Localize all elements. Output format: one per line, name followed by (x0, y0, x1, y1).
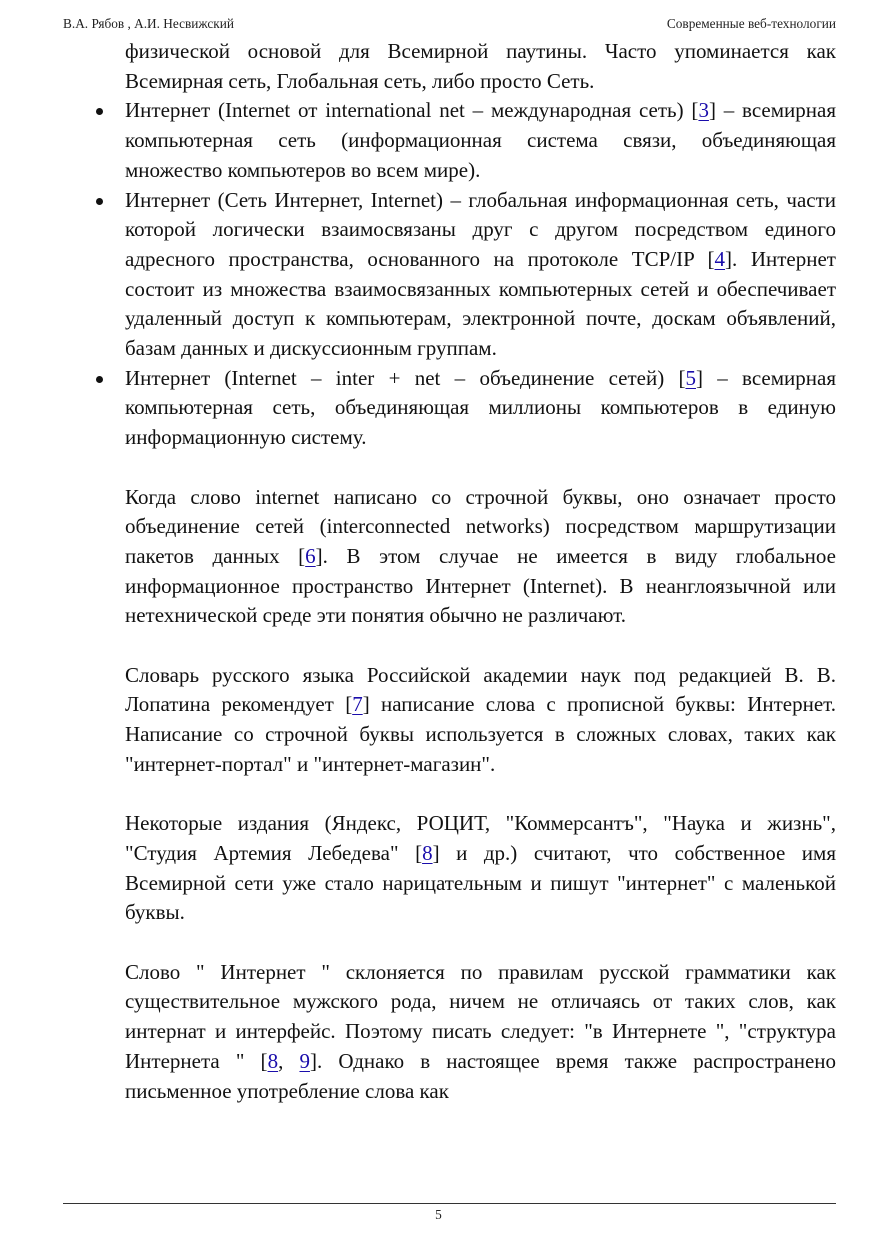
continuation-text: физической основой для Всемирной паутины. Часто упоминается как Всемирная сеть, Глобальная сеть, либо просто Сеть. (125, 39, 836, 93)
header-authors: В.А. Рябов , А.И. Несвижский (63, 16, 234, 31)
paragraph-text: Словарь русского языка Российской академии наук под редакцией В. В. Лопатина рекомендует [ (125, 662, 836, 717)
list-item (125, 364, 836, 453)
list-item-text: ]. Интернет состоит из множества взаимосвязанных компьютерных сетей и обеспечивает удаленный доступ к компьютерам, электронной почте, доскам объявлений, базам данных и дискуссионным группам. (125, 246, 836, 361)
reference-link-6[interactable]: 6 (305, 543, 316, 568)
paragraph (125, 958, 836, 1107)
list-item (125, 96, 836, 185)
paragraph (125, 809, 836, 928)
paragraph (125, 483, 836, 632)
paragraph-text: ]. В этом случае не имеется в виду глобальное информационное пространство Интернет (Internet). В неанглоязычной или нетехнической среде эти понятия обычно не различают. (125, 543, 836, 628)
list-item-text: Интернет (Internet от international net – международная сеть) [ (125, 98, 699, 123)
paragraph-text: Некоторые издания (Яндекс, РОЦИТ, "Коммерсантъ", "Наука и жизнь", "Студия Артемия Лебедева" [ (125, 811, 836, 865)
page-body (125, 37, 836, 1106)
list-item-text: Интернет (Сеть Интернет, Internet) – глобальная информационная сеть, части которой логически взаимосвязаны друг с другом посредством единого адресного пространства, основанного на протоколе TCP/IP [ (125, 187, 836, 271)
list-item-text: ] – всемирная компьютерная сеть (информационная система связи, объединяющая множество компьютеров во всем мире). (125, 98, 836, 182)
paragraph-text: Когда слово internet написано со строчной буквы, оно означает просто объединение сетей (interconnected networks) посредством маршрутизации пакетов данных [ (125, 484, 836, 568)
paragraph (125, 661, 836, 780)
reference-link-5[interactable]: 5 (685, 365, 696, 390)
running-header (63, 16, 836, 36)
reference-link-9[interactable]: 9 (299, 1048, 310, 1073)
list-item-text: Интернет (Internet – inter + net – объединение сетей) [ (125, 365, 686, 390)
definition-list (125, 96, 836, 452)
reference-separator: , (278, 1048, 300, 1073)
paragraph-text: Слово " Интернет " склоняется по правилам русской грамматики как существительное мужского рода, ничем не отличаясь от таких слов, как интернат и интерфейс. Поэтому писать следует: "в Интернете ", "структура Интернета " [ (125, 959, 836, 1073)
reference-link-8[interactable]: 8 (422, 840, 433, 865)
reference-link-7[interactable]: 7 (352, 692, 363, 717)
header-title: Современные веб-технологии (666, 16, 836, 31)
reference-link-3[interactable]: 3 (698, 98, 709, 123)
reference-link-8[interactable]: 8 (267, 1048, 279, 1073)
paragraph-text: ] и др.) считают, что собственное имя Всемирной сети уже стало нарицательным и пишут "интернет" с маленькой буквы. (125, 840, 836, 925)
paragraph-text: ] написание слова с прописной буквы: Интернет. Написание со строчной буквы используется в сложных словах, таких как "интернет-портал" и "интернет-магазин". (125, 692, 836, 776)
page-number: 5 (435, 1207, 442, 1222)
reference-link-4[interactable]: 4 (714, 246, 726, 271)
footer-divider (63, 1203, 836, 1204)
list-item (125, 186, 836, 364)
paragraph-text: ]. Однако в настоящее время также распространено письменное употребление слова как (125, 1048, 837, 1103)
list-item-text: ] – всемирная компьютерная сеть, объединяющая миллионы компьютеров в единую информационную систему. (125, 365, 836, 450)
